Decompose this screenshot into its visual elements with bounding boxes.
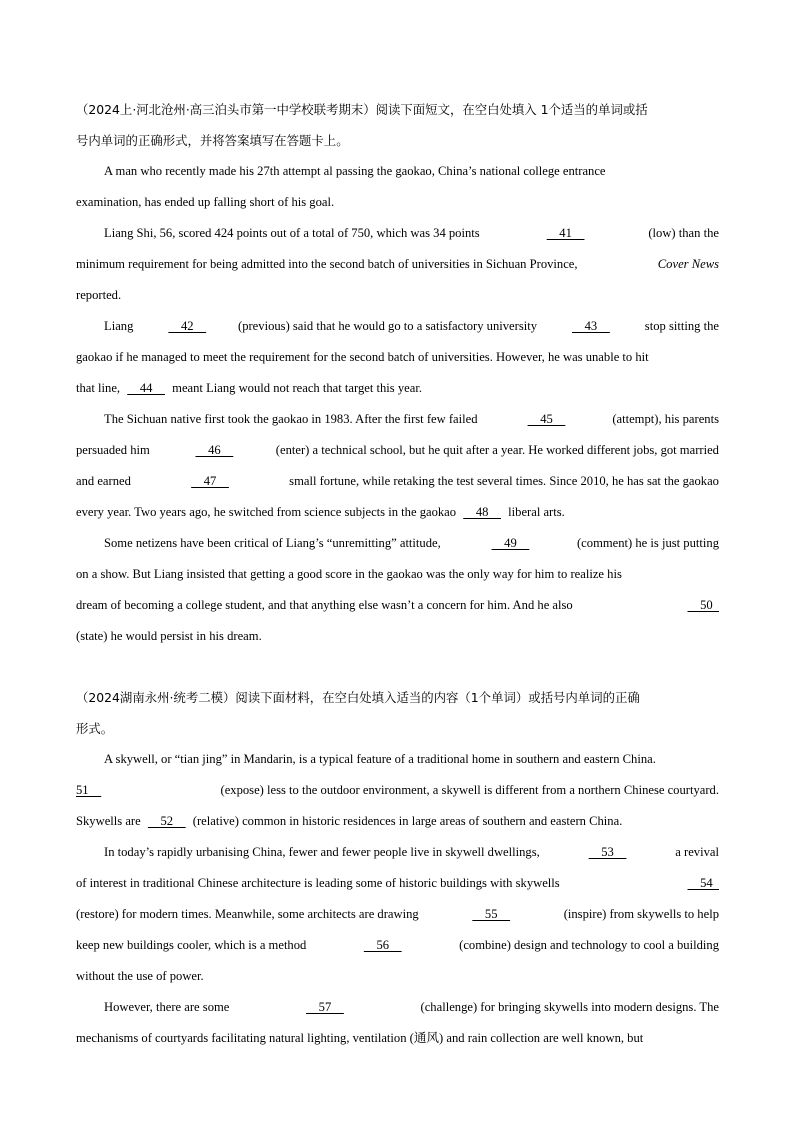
passage-line [76, 497, 719, 528]
document-page [76, 94, 719, 1054]
passage-line [76, 404, 719, 435]
text-segment: (enter) a technical school, but he quit after a year. He worked different jobs, got married [275, 443, 719, 457]
passage-line [76, 342, 719, 373]
text-segment: that line, [76, 381, 124, 395]
passage-line [76, 187, 719, 218]
passage-line [76, 837, 719, 868]
answer-blank: 45 [527, 412, 566, 426]
text-segment: （2024湖南永州·统考二模）阅读下面材料，在空白处填入适当的内容（1个单词）或括号内单词的正确 [76, 690, 640, 705]
passage-line [76, 528, 719, 559]
text-segment: on a show. But Liang insisted that getting a good score in the gaokao was the only way for him to realize his [76, 567, 622, 581]
text-segment: (previous) said that he would go to a satisfactory university [238, 319, 541, 333]
passage-line [76, 899, 719, 930]
passage-line [76, 992, 719, 1023]
passage-line [76, 373, 719, 404]
question-header [76, 713, 719, 744]
text-segment: gaokao if he managed to meet the requirement for the second batch of universities. However, he was unable to hit [76, 350, 649, 364]
text-segment: Liang Shi, 56, scored 424 points out of a total of 750, which was 34 points [104, 226, 483, 240]
text-segment: Skywells are [76, 814, 144, 828]
text-segment: (expose) less to the outdoor environment, a skywell is different from a northern Chinese courtyard. [217, 783, 719, 797]
text-segment: (attempt), his parents [612, 412, 719, 426]
passage-1 [76, 94, 719, 652]
passage-line [76, 311, 719, 342]
answer-blank: 47 [191, 474, 229, 488]
answer-blank: 44 [127, 381, 165, 395]
passage-line [76, 744, 719, 775]
text-segment: However, there are some [104, 1000, 233, 1014]
text-segment: liberal arts. [505, 505, 565, 519]
text-segment: 形式。 [76, 721, 114, 736]
passage-line [76, 868, 719, 899]
text-segment: meant Liang would not reach that target this year. [169, 381, 422, 395]
text-segment: (challenge) for bringing skywells into modern designs. The [417, 1000, 719, 1014]
text-segment: The Sichuan native first took the gaokao in 1983. After the first few failed [104, 412, 481, 426]
text-segment: Cover News [657, 257, 719, 271]
text-segment: dream of becoming a college student, and that anything else wasn’t a concern for him. And he also [76, 598, 576, 612]
answer-blank: 53 [588, 845, 627, 859]
passage-line [76, 806, 719, 837]
text-segment: reported. [76, 288, 122, 302]
passage-2 [76, 682, 719, 1054]
answer-blank: 57 [306, 1000, 344, 1014]
text-segment: of interest in traditional Chinese architecture is leading some of historic buildings with skywells [76, 876, 563, 890]
text-segment: persuaded him [76, 443, 153, 457]
text-segment: (state) he would persist in his dream. [76, 629, 262, 643]
question-header [76, 125, 719, 156]
answer-blank: 49 [491, 536, 530, 550]
text-segment: small fortune, while retaking the test several times. Since 2010, he has sat the gaokao [286, 474, 719, 488]
passage-line [76, 961, 719, 992]
answer-blank: 56 [363, 938, 402, 952]
answer-blank: 54 [687, 876, 719, 890]
passage-line [76, 775, 719, 806]
text-segment: a revival [672, 845, 719, 859]
text-segment: keep new buildings cooler, which is a method [76, 938, 310, 952]
text-segment: Liang [104, 319, 137, 333]
text-segment: Some netizens have been critical of Liang’s “unremitting” attitude, [104, 536, 444, 550]
text-segment: and earned [76, 474, 135, 488]
passage-line [76, 621, 719, 652]
passage-line [76, 590, 719, 621]
answer-blank: 51 [76, 783, 102, 797]
section-gap [76, 652, 719, 682]
answer-blank: 46 [195, 443, 234, 457]
passage-line [76, 559, 719, 590]
text-segment: In today’s rapidly urbanising China, fewer and fewer people live in skywell dwellings, [104, 845, 543, 859]
text-segment: A man who recently made his 27th attempt al passing the gaokao, China’s national college entrance [104, 164, 606, 178]
passage-line [76, 218, 719, 249]
question-header [76, 94, 719, 125]
text-segment: (comment) he is just putting [576, 536, 719, 550]
answer-blank: 55 [472, 907, 511, 921]
text-segment: without the use of power. [76, 969, 204, 983]
text-segment: (combine) design and technology to cool a building [455, 938, 719, 952]
passage-line [76, 280, 719, 311]
text-segment: minimum requirement for being admitted into the second batch of universities in Sichuan Province, [76, 257, 581, 271]
text-segment: (restore) for modern times. Meanwhile, some architects are drawing [76, 907, 422, 921]
answer-blank: 42 [168, 319, 207, 333]
text-segment: every year. Two years ago, he switched from science subjects in the gaokao [76, 505, 460, 519]
passage-line [76, 466, 719, 497]
passage-line [76, 930, 719, 961]
passage-line [76, 156, 719, 187]
answer-blank: 43 [572, 319, 610, 333]
passage-line [76, 1023, 719, 1054]
text-segment: （2024上·河北沧州·高三泊头市第一中学校联考期末）阅读下面短文，在空白处填入 1个适当的单词或括 [76, 102, 648, 117]
text-segment: stop sitting the [641, 319, 719, 333]
question-header [76, 682, 719, 713]
text-segment: examination, has ended up falling short of his goal. [76, 195, 335, 209]
answer-blank: 48 [463, 505, 501, 519]
text-segment: mechanisms of courtyards facilitating natural lighting, ventilation (通风) and rain collection are well known, but [76, 1031, 644, 1045]
answer-blank: 41 [546, 226, 585, 240]
answer-blank: 50 [687, 598, 719, 612]
text-segment: (relative) common in historic residences in large areas of southern and eastern China. [189, 814, 623, 828]
text-segment: A skywell, or “tian jing” in Mandarin, is a typical feature of a traditional home in southern and eastern China. [104, 752, 656, 766]
text-segment: (low) than the [648, 226, 719, 240]
text-segment: 号内单词的正确形式，并将答案填写在答题卡上。 [76, 133, 349, 148]
answer-blank: 52 [147, 814, 186, 828]
passage-line [76, 249, 719, 280]
text-segment: (inspire) from skywells to help [560, 907, 719, 921]
passage-line [76, 435, 719, 466]
